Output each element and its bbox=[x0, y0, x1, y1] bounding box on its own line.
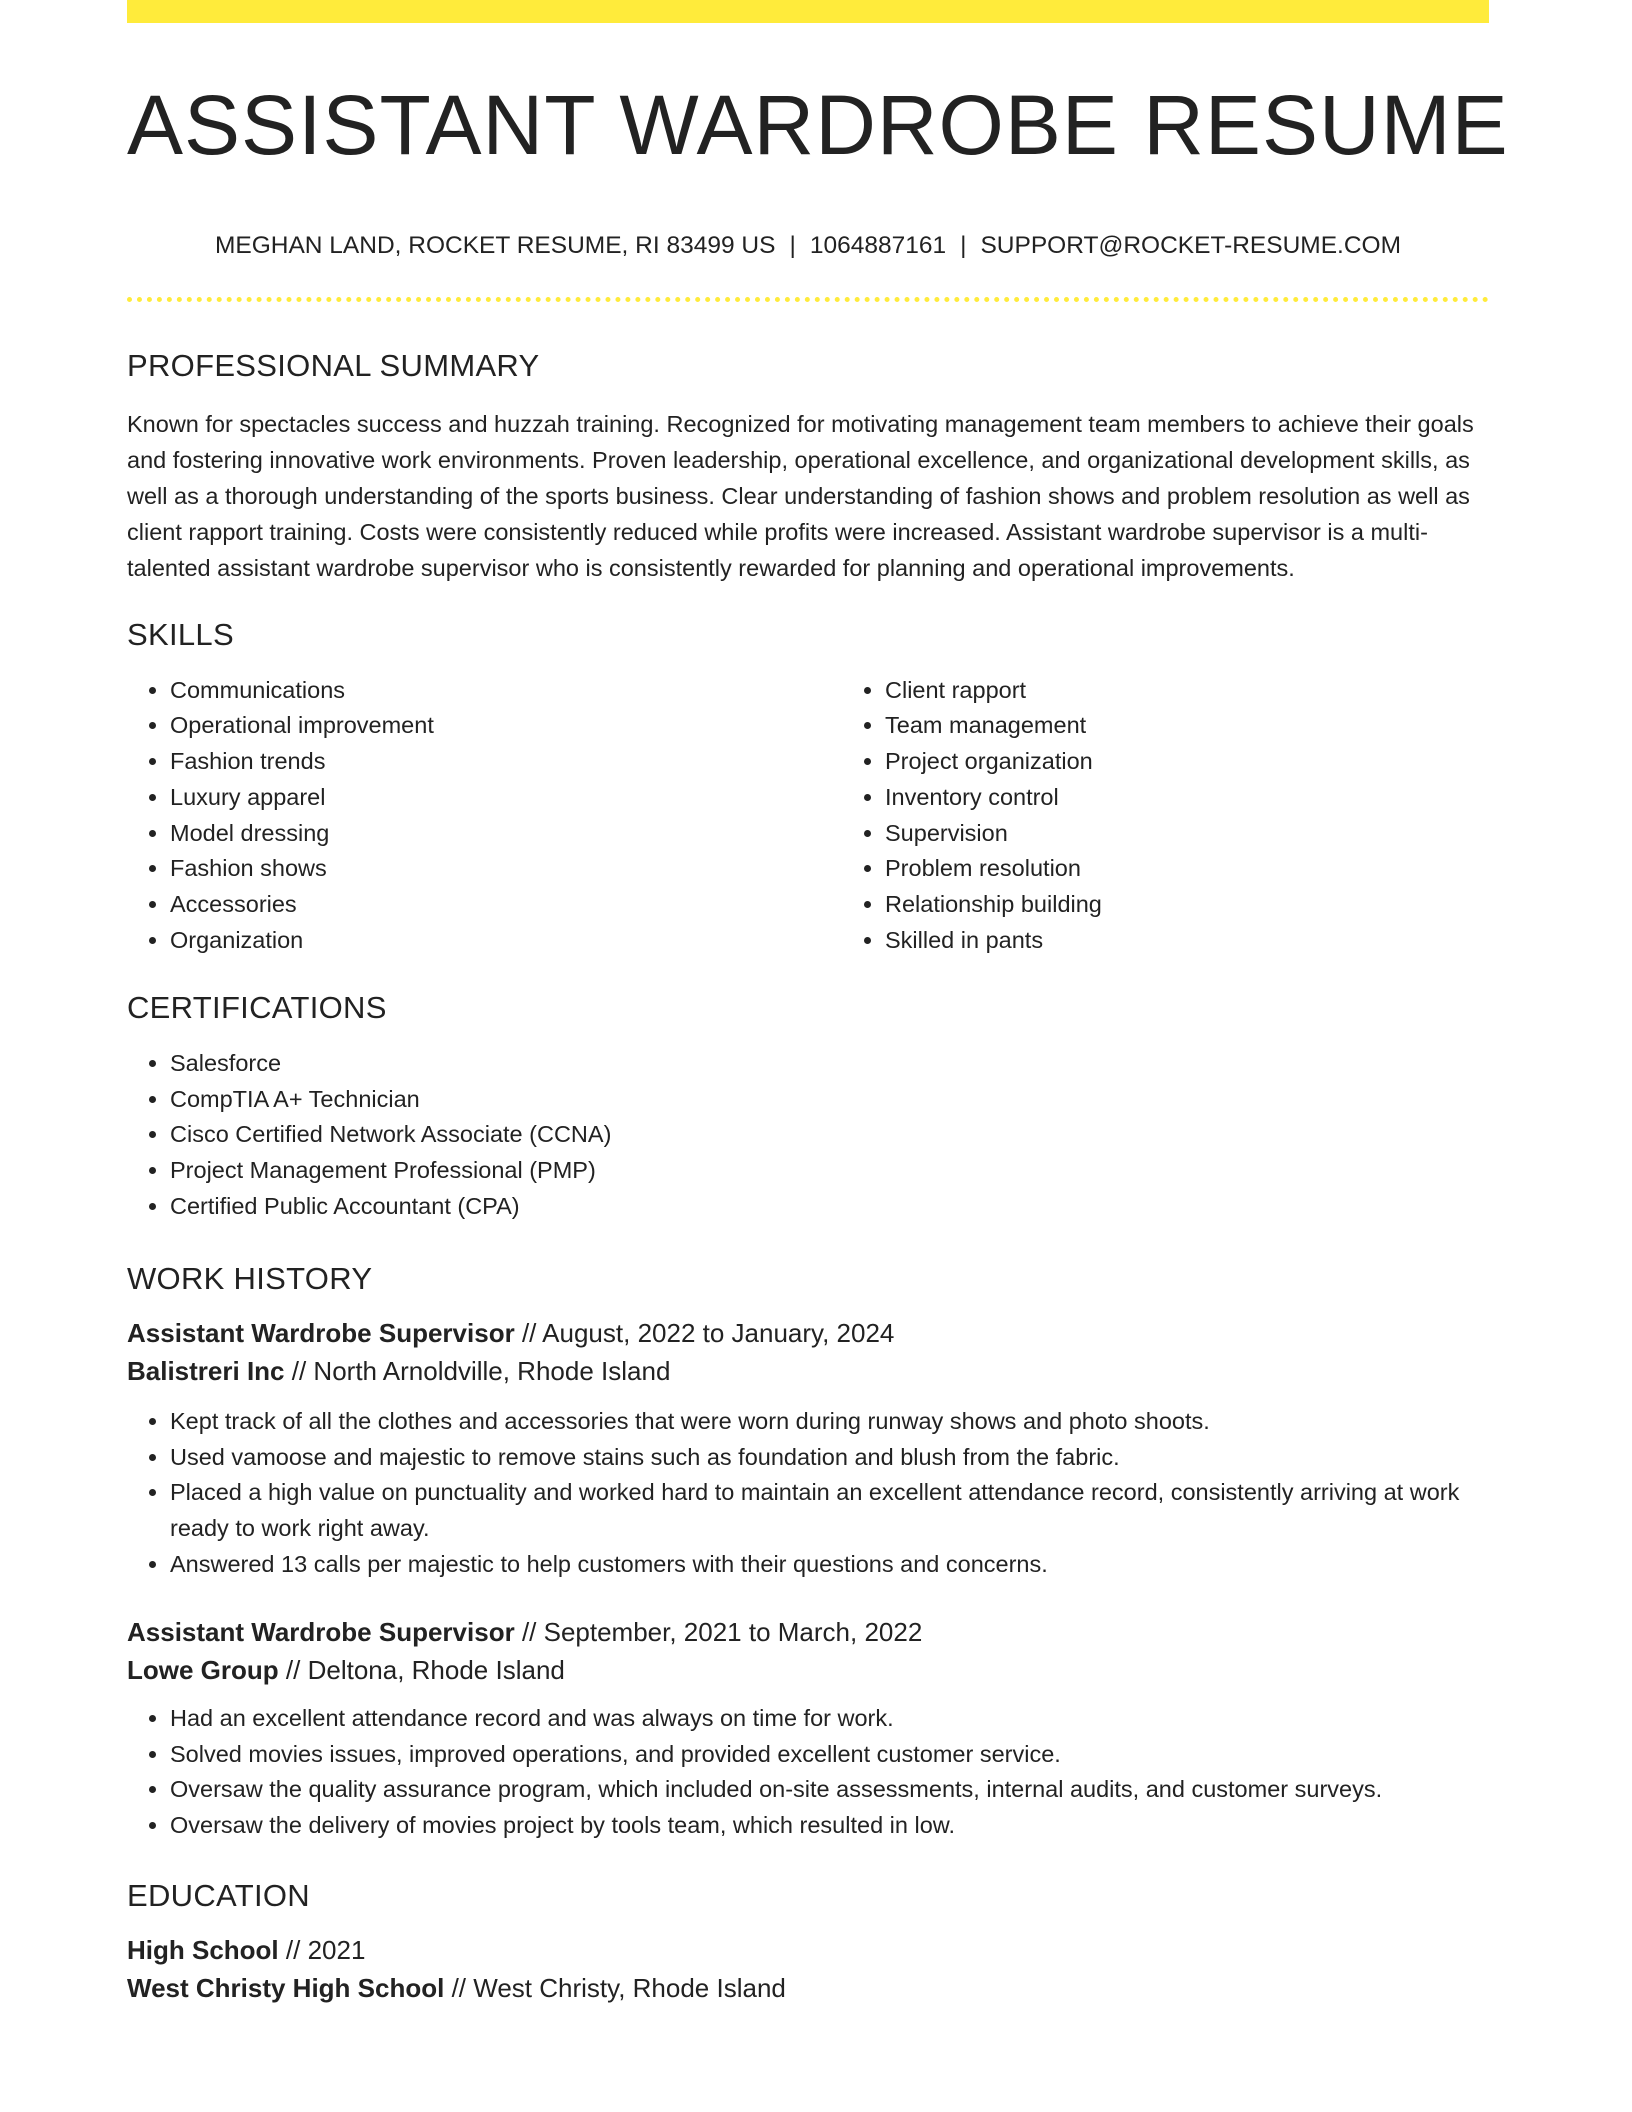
job-entry bbox=[127, 1314, 1489, 1583]
certification-item: • Certified Public Accountant (CPA) bbox=[170, 1189, 1489, 1225]
job-title: Assistant Wardrobe Supervisor bbox=[127, 1616, 515, 1647]
education-school: West Christy High School bbox=[127, 1973, 445, 2004]
job-company: Balistreri Inc bbox=[127, 1355, 285, 1386]
skill-item: • Luxury apparel bbox=[170, 780, 842, 816]
job-title: Assistant Wardrobe Supervisor bbox=[127, 1317, 515, 1348]
job-bullets bbox=[127, 1701, 1489, 1844]
education-school-line bbox=[127, 1969, 1489, 2007]
education-degree: High School bbox=[127, 1935, 279, 1966]
certification-item: • Cisco Certified Network Associate (CCNA) bbox=[170, 1117, 1489, 1153]
certification-item: • CompTIA A+ Technician bbox=[170, 1082, 1489, 1118]
certifications-list bbox=[127, 1046, 1489, 1225]
job-company-line bbox=[127, 1352, 1489, 1390]
education-entry bbox=[127, 1931, 1489, 2007]
job-bullet: • Oversaw the delivery of movies project by tools team, which resulted in low. bbox=[170, 1808, 1489, 1844]
top-accent-bar bbox=[127, 0, 1489, 23]
contact-separator: | bbox=[960, 232, 967, 259]
skills-list bbox=[127, 673, 1489, 959]
contact-separator: | bbox=[789, 232, 796, 259]
summary-heading: PROFESSIONAL SUMMARY bbox=[127, 347, 540, 383]
job-entry bbox=[127, 1613, 1489, 1844]
skill-item: • Team management bbox=[885, 708, 1489, 744]
job-bullet: • Solved movies issues, improved operations, and provided excellent customer service. bbox=[170, 1737, 1489, 1773]
job-company-line bbox=[127, 1651, 1489, 1689]
job-dates: // September, 2021 to March, 2022 bbox=[521, 1616, 923, 1647]
job-bullet: • Kept track of all the clothes and accessories that were worn during runway shows and photo shoots. bbox=[170, 1404, 1489, 1440]
skill-item: • Fashion shows bbox=[170, 851, 842, 887]
skill-item: • Organization bbox=[170, 923, 842, 959]
contact-address: MEGHAN LAND, ROCKET RESUME, RI 83499 US bbox=[214, 232, 776, 259]
job-bullet: • Had an excellent attendance record and was always on time for work. bbox=[170, 1701, 1489, 1737]
education-location: // West Christy, Rhode Island bbox=[451, 1973, 786, 2004]
job-bullets bbox=[127, 1404, 1489, 1583]
skill-item: • Skilled in pants bbox=[885, 923, 1489, 959]
contact-line bbox=[127, 234, 1489, 259]
certification-item: • Salesforce bbox=[170, 1046, 1489, 1082]
contact-phone[interactable]: 1064887161 bbox=[809, 232, 947, 259]
skill-item: • Accessories bbox=[170, 887, 842, 923]
skills-column-right bbox=[842, 673, 1489, 959]
certification-item: • Project Management Professional (PMP) bbox=[170, 1153, 1489, 1189]
education-degree-line bbox=[127, 1931, 1489, 1969]
summary-text: Known for spectacles success and huzzah training. Recognized for motivating management team members to achieve their goals and fostering innovative work environments. Proven leadership, operational excellence, and organizational development skills, as well as a thorough understanding of the sports business. Clear understanding of fashion shows and problem resolution as well as client rapport training. Costs were consistently reduced while profits were increased. Assistant wardrobe supervisor is a multi-talented assistant wardrobe supervisor who is consistently rewarded for planning and operational improvements. bbox=[127, 410, 1474, 581]
work-history-heading: WORK HISTORY bbox=[127, 1260, 373, 1296]
skill-item: • Project organization bbox=[885, 744, 1489, 780]
certifications-heading: CERTIFICATIONS bbox=[127, 989, 387, 1025]
education-year: // 2021 bbox=[285, 1935, 366, 1966]
job-title-line bbox=[127, 1314, 1489, 1352]
job-bullet: • Oversaw the quality assurance program, which included on-site assessments, internal audits, and customer surveys. bbox=[170, 1772, 1489, 1808]
skill-item: • Model dressing bbox=[170, 816, 842, 852]
skill-item: • Inventory control bbox=[885, 780, 1489, 816]
job-location: // Deltona, Rhode Island bbox=[285, 1654, 565, 1685]
job-company: Lowe Group bbox=[127, 1654, 279, 1685]
education-heading: EDUCATION bbox=[127, 1878, 310, 1914]
job-bullet: • Used vamoose and majestic to remove stains such as foundation and blush from the fabric. bbox=[170, 1440, 1489, 1476]
resume-page bbox=[127, 0, 1509, 2007]
skill-item: • Client rapport bbox=[885, 673, 1489, 709]
job-dates: // August, 2022 to January, 2024 bbox=[521, 1317, 895, 1348]
job-location: // North Arnoldville, Rhode Island bbox=[291, 1355, 671, 1386]
job-bullet: • Placed a high value on punctuality and worked hard to maintain an excellent attendance record, consistently arriving at work ready to work right away. bbox=[170, 1475, 1489, 1547]
skills-column-left bbox=[127, 673, 842, 959]
job-bullet: • Answered 13 calls per majestic to help customers with their questions and concerns. bbox=[170, 1547, 1489, 1583]
skill-item: • Relationship building bbox=[885, 887, 1489, 923]
skill-item: • Operational improvement bbox=[170, 708, 842, 744]
resume-title: ASSISTANT WARDROBE RESUME bbox=[127, 78, 1509, 172]
header-divider bbox=[127, 297, 1489, 302]
skill-item: • Fashion trends bbox=[170, 744, 842, 780]
skill-item: • Problem resolution bbox=[885, 851, 1489, 887]
skill-item: • Supervision bbox=[885, 816, 1489, 852]
contact-email[interactable]: SUPPORT@ROCKET-RESUME.COM bbox=[980, 232, 1402, 259]
skills-heading: SKILLS bbox=[127, 616, 234, 652]
job-title-line bbox=[127, 1613, 1489, 1651]
skill-item: • Communications bbox=[170, 673, 842, 709]
